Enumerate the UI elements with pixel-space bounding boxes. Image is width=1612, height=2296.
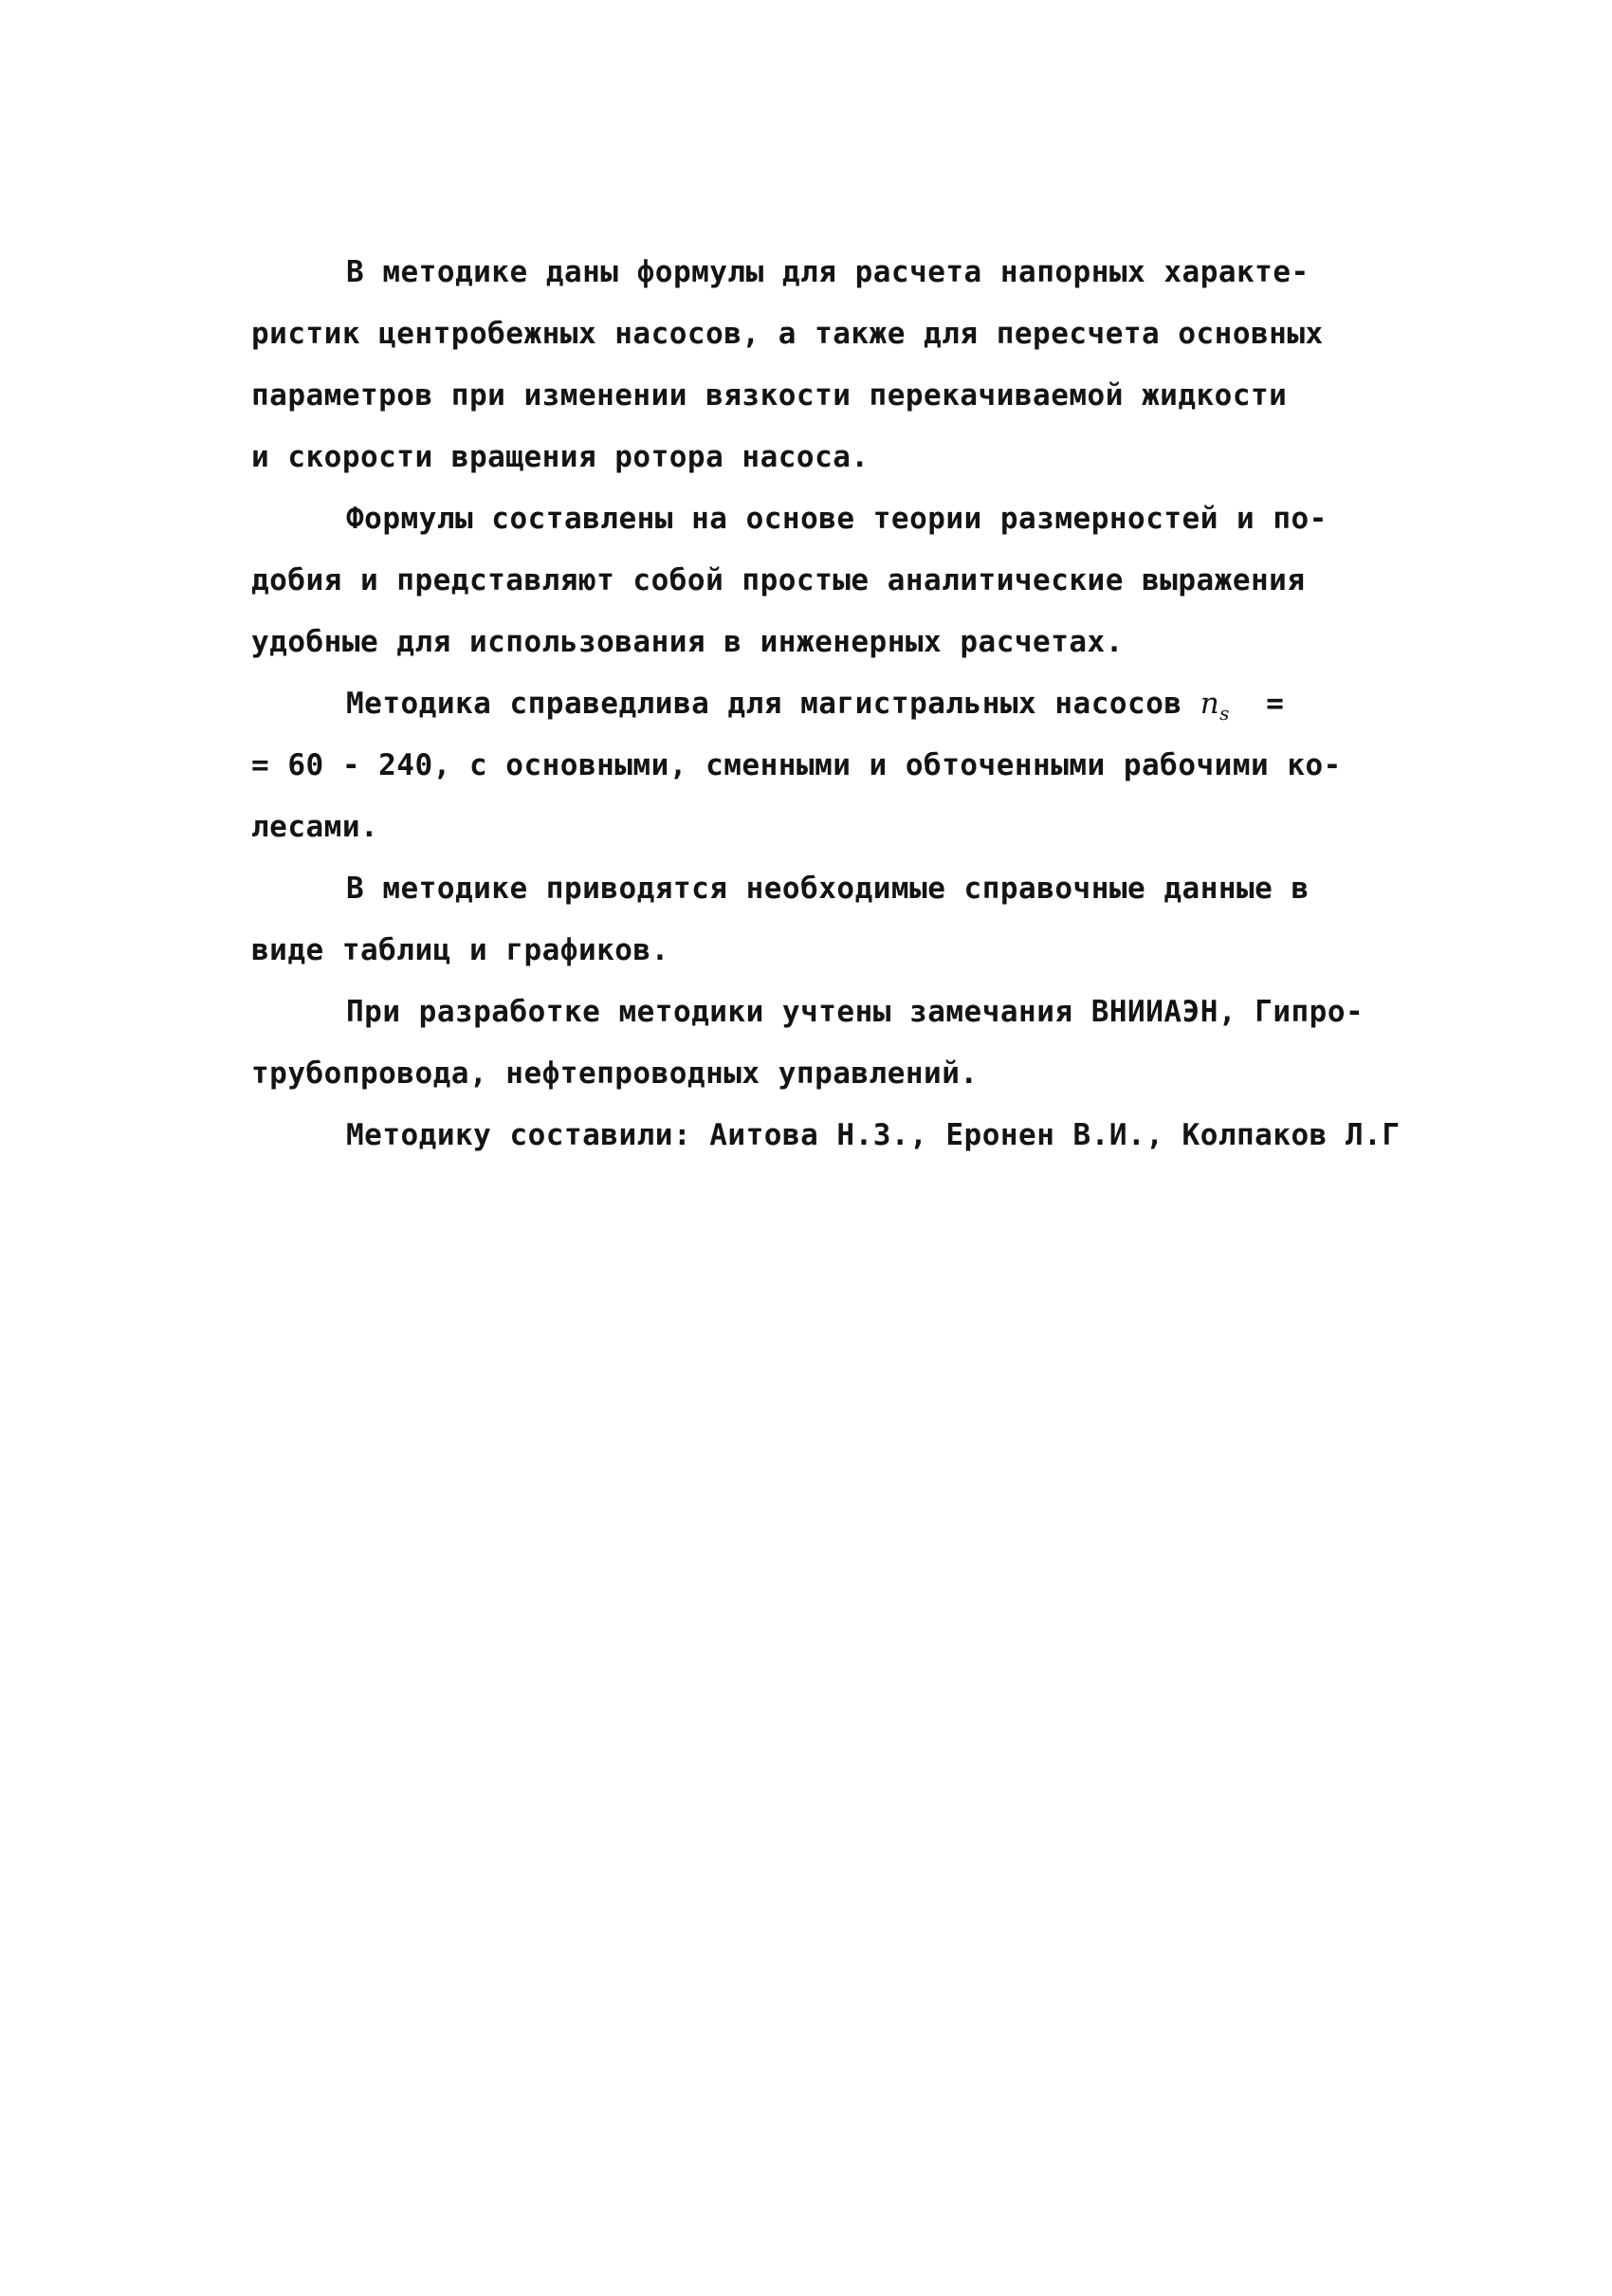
text-line: Формулы составлены на основе теории размерностей и по- (346, 502, 1328, 536)
text-line: В методике приводятся необходимые справочные данные в (346, 872, 1310, 906)
text-line: параметров при изменении вязкости перекачиваемой жидкости (251, 378, 1288, 413)
text-line: трубопровода, нефтепроводных управлений. (251, 1056, 979, 1091)
text-line: ристик центробежных насосов, а также для пересчета основных (251, 317, 1324, 351)
text-segment: = (1229, 687, 1285, 721)
text-line: виде таблиц и графиков. (251, 933, 669, 967)
text-line: удобные для использования в инженерных расчетах. (251, 625, 1124, 659)
specific-speed-symbol: $n_s$ (1200, 687, 1230, 726)
authors-line: Методику составили: Аитова Н.З., Еронен В.И., Колпаков Л.Г (346, 1118, 1401, 1152)
text-line: и скорости вращения ротора насоса. (251, 440, 870, 474)
text-line-with-symbol (251, 673, 1446, 735)
text-line: В методике даны формулы для расчета напорных характе- (346, 255, 1310, 289)
text-line: добия и представляют собой простые аналитические выражения (251, 563, 1306, 597)
text-line: При разработке методики учтены замечания ВНИИАЭН, Гипро- (346, 995, 1365, 1029)
text-segment: Методика справедлива для магистральных насосов (346, 687, 1200, 721)
text-line: = 60 - 240, с основными, сменными и обточенными рабочими ко- (251, 748, 1342, 782)
text-line: лесами. (251, 810, 379, 844)
document-body (251, 242, 1446, 1166)
